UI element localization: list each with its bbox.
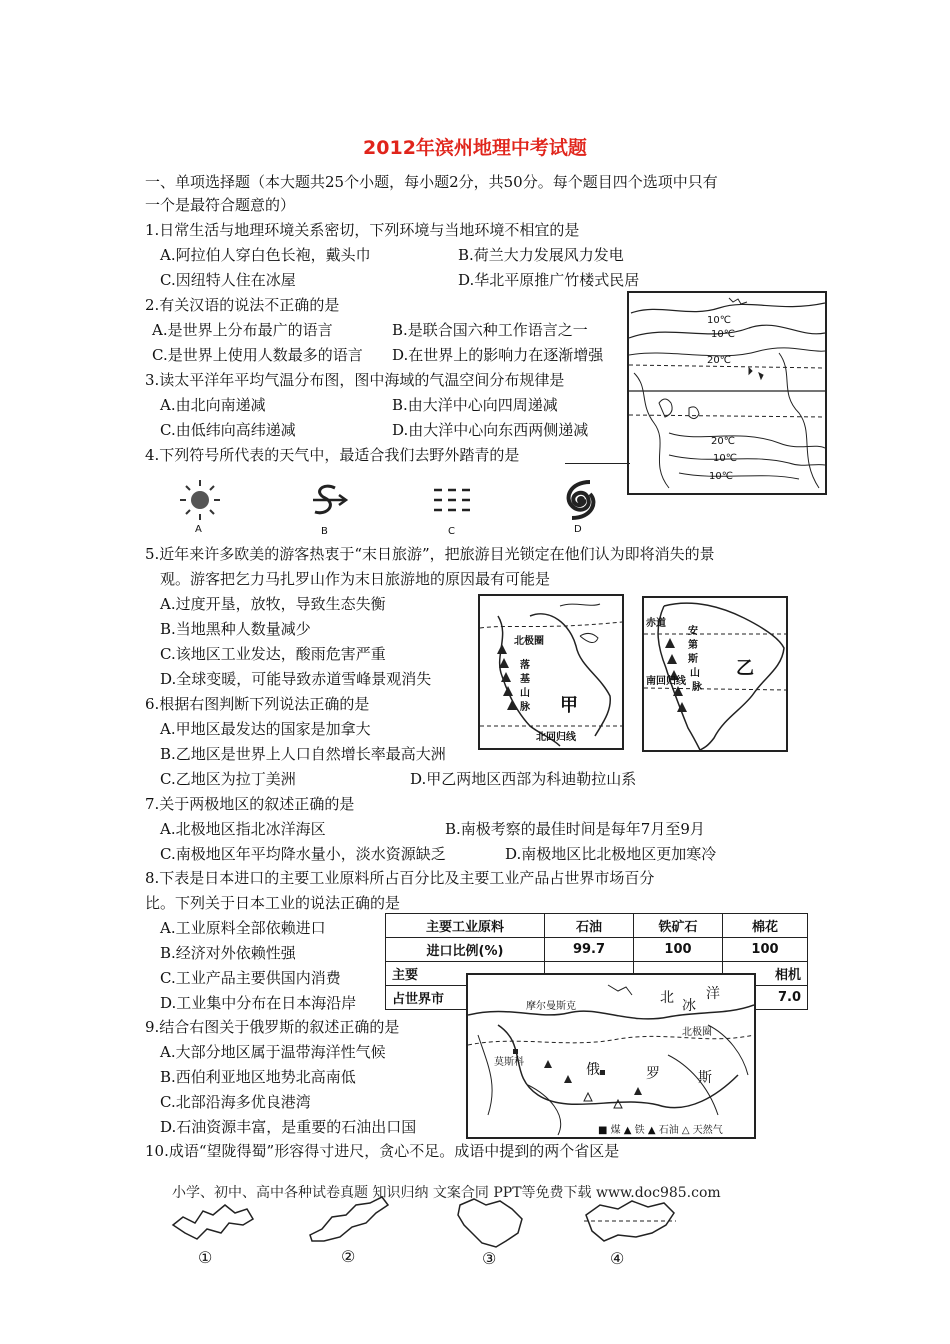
north-america-map: [478, 594, 624, 750]
table-cell: 99.7: [545, 938, 634, 962]
q2-option-c: C.是世界上使用人数最多的语言: [152, 346, 363, 364]
outline-label: ③: [482, 1249, 497, 1268]
q10-stem: 10.成语“望陇得蜀”形容得寸进尺，贪心不足。成语中提到的两个省区是: [145, 1142, 620, 1160]
q5-option-b: B.当地黑种人数量减少: [160, 620, 311, 638]
map-label: 落: [520, 660, 530, 671]
map-label: 赤道: [646, 618, 666, 629]
map-label: 北: [660, 990, 674, 1006]
q4-stem: 4.下列符号所代表的天气中，最适合我们去野外踏青的是: [145, 446, 520, 464]
symbol-label: D: [574, 524, 582, 535]
map-label: 摩尔曼斯克: [526, 1001, 576, 1012]
q6-option-a: A.甲地区最发达的国家是加拿大: [160, 720, 371, 738]
sandstorm-weather-symbol: [305, 480, 355, 540]
sun-icon: [175, 478, 225, 522]
table-cell: 铁矿石: [634, 914, 723, 938]
q7-option-d: D.南极地区比北极地区更加寒冷: [505, 845, 717, 863]
north-america-drawing: [480, 596, 622, 748]
q9-option-d: D.石油资源丰富，是重要的石油出口国: [160, 1118, 417, 1136]
q3-stem: 3.读太平洋年平均气温分布图，图中海域的气温空间分布规律是: [145, 371, 565, 389]
q6-stem: 6.根据右图判断下列说法正确的是: [145, 695, 370, 713]
section-heading-cont: 一个是最符合题意的）: [145, 196, 296, 214]
map-label: 脉: [520, 702, 530, 713]
isotherm-label: 10℃: [709, 471, 733, 482]
map-label: 冰: [682, 998, 696, 1014]
map-label: 山: [520, 688, 530, 699]
q2-option-b: B.是联合国六种工作语言之一: [392, 321, 588, 339]
map-label: 北极圈: [682, 1027, 712, 1038]
table-cell: 棉花: [723, 914, 808, 938]
table-cell: 100: [723, 938, 808, 962]
q8-option-a: A.工业原料全部依赖进口: [160, 919, 326, 937]
province-shape: [305, 1195, 395, 1245]
province-outline-2: [305, 1195, 395, 1270]
q6-option-c: C.乙地区为拉丁美洲: [160, 770, 296, 788]
russia-map: [466, 973, 756, 1139]
sandstorm-icon: [305, 480, 355, 524]
q3-option-c: C.由低纬向高纬递减: [160, 421, 296, 439]
fog-weather-symbol: [430, 482, 480, 542]
blank-line: [565, 463, 630, 464]
map-label: 第: [688, 640, 698, 651]
q2-stem: 2.有关汉语的说法不正确的是: [145, 296, 340, 314]
province-outline-1: [168, 1200, 258, 1270]
typhoon-icon: [558, 478, 604, 522]
q1-option-a: A.阿拉伯人穿白色长袍，戴头巾: [160, 246, 371, 264]
isotherm-label: 20℃: [707, 355, 731, 366]
isotherm-label: 20℃: [711, 436, 735, 447]
map-legend: ■ 煤 ▲ 铁 ▲ 石油 △ 天然气: [598, 1125, 723, 1136]
section-heading: 一、单项选择题（本大题共25个小题，每小题2分，共50分。每个题目四个选项中只有: [145, 173, 718, 191]
map-label: 洋: [706, 986, 720, 1002]
q9-option-c: C.北部沿海多优良港湾: [160, 1093, 311, 1111]
table-cell: 石油: [545, 914, 634, 938]
fog-icon: [430, 482, 480, 522]
outline-label: ②: [341, 1247, 356, 1266]
province-shape: [580, 1195, 680, 1249]
table-cell: 占世界市: [386, 986, 545, 1010]
map-label: 俄: [586, 1062, 600, 1078]
map-label: 莫斯科: [494, 1057, 524, 1068]
map-label: 斯: [688, 654, 698, 665]
q1-option-b: B.荷兰大力发展风力发电: [458, 246, 624, 264]
region-jia-label: 甲: [560, 695, 578, 716]
q1-stem: 1.日常生活与地理环境关系密切，下列环境与当地环境不相宜的是: [145, 221, 580, 239]
table-cell: 100: [634, 938, 723, 962]
q8-option-b: B.经济对外依赖性强: [160, 944, 296, 962]
map-label: 安: [688, 626, 698, 637]
q3-option-a: A.由北向南递减: [160, 396, 266, 414]
table-cell: 7.0: [723, 986, 808, 1010]
symbol-label: B: [321, 526, 328, 537]
table-row: [386, 914, 808, 938]
q9-stem: 9.结合右图关于俄罗斯的叙述正确的是: [145, 1018, 400, 1036]
q6-option-d: D.甲乙两地区西部为科迪勒拉山系: [410, 770, 637, 788]
region-yi-label: 乙: [736, 658, 754, 679]
q9-option-b: B.西伯利亚地区地势北高南低: [160, 1068, 356, 1086]
q1-option-c: C.因纽特人住在冰屋: [160, 271, 296, 289]
outline-label: ④: [610, 1249, 625, 1268]
map-label: 基: [520, 674, 530, 685]
symbol-label: C: [448, 526, 455, 537]
q8-stem: 8.下表是日本进口的主要工业原料所占百分比及主要工业产品占世界市场百分: [145, 869, 655, 887]
footer-watermark: 小学、初中、高中各种试卷真题 知识归纳 文案合同 PPT等免费下载 www.doc985.com: [172, 1185, 721, 1201]
map-label: 山: [690, 668, 700, 679]
table-cell: 主要工业原料: [386, 914, 545, 938]
outline-label: ①: [198, 1248, 213, 1267]
q8-option-d: D.工业集中分布在日本海沿岸: [160, 994, 357, 1012]
map-label: 北回归线: [536, 732, 576, 743]
province-outline-3: [450, 1195, 540, 1270]
q5-option-d: D.全球变暖，可能导致赤道雪峰景观消失: [160, 670, 432, 688]
q2-option-d: D.在世界上的影响力在逐渐增强: [392, 346, 604, 364]
south-america-map: [642, 596, 788, 752]
province-outline-4: [580, 1195, 680, 1270]
q2-option-a: A.是世界上分布最广的语言: [152, 321, 333, 339]
table-cell: 相机: [723, 962, 808, 986]
sunny-weather-symbol: [175, 478, 225, 538]
map-label: 斯: [698, 1070, 712, 1086]
page-title: 2012年滨州地理中考试题: [363, 137, 587, 159]
province-shape: [168, 1200, 258, 1250]
q7-stem: 7.关于两极地区的叙述正确的是: [145, 795, 355, 813]
q3-option-d: D.由大洋中心向东西两侧递减: [392, 421, 589, 439]
map-label: 南回归线: [646, 676, 686, 687]
table-cell: 主要: [386, 962, 545, 986]
province-shape: [450, 1195, 540, 1249]
table-cell: 进口比例(%): [386, 938, 545, 962]
q7-option-a: A.北极地区指北冰洋海区: [160, 820, 326, 838]
map-label: 脉: [692, 682, 702, 693]
q8-option-c: C.工业产品主要供国内消费: [160, 969, 341, 987]
q1-option-d: D.华北平原推广竹楼式民居: [458, 271, 640, 289]
q5-stem: 5.近年来许多欧美的游客热衷于“末日旅游”，把旅游目光锁定在他们认为即将消失的景: [145, 545, 715, 563]
q7-option-c: C.南极地区年平均降水量小，淡水资源缺乏: [160, 845, 446, 863]
map-label: 北极圈: [514, 636, 544, 647]
isotherm-label: 10℃: [707, 315, 731, 326]
q3-option-b: B.由大洋中心向四周递减: [392, 396, 558, 414]
q8-stem-cont: 比。下列关于日本工业的说法正确的是: [145, 894, 401, 912]
q6-option-b: B.乙地区是世界上人口自然增长率最高大洲: [160, 745, 446, 763]
isotherm-label: 10℃: [711, 329, 735, 340]
q5-stem-cont: 观。游客把乞力马扎罗山作为末日旅游地的原因最有可能是: [160, 570, 551, 588]
isotherm-label: 10℃: [713, 453, 737, 464]
symbol-label: A: [195, 524, 202, 535]
map-label: 罗: [646, 1066, 660, 1082]
table-row: [386, 938, 808, 962]
pacific-temperature-map: [627, 291, 827, 495]
typhoon-weather-symbol: [558, 478, 608, 542]
q5-option-a: A.过度开垦，放牧，导致生态失衡: [160, 595, 386, 613]
q5-option-c: C.该地区工业发达，酸雨危害严重: [160, 645, 386, 663]
q9-option-a: A.大部分地区属于温带海洋性气候: [160, 1043, 386, 1061]
q7-option-b: B.南极考察的最佳时间是每年7月至9月: [445, 820, 705, 838]
